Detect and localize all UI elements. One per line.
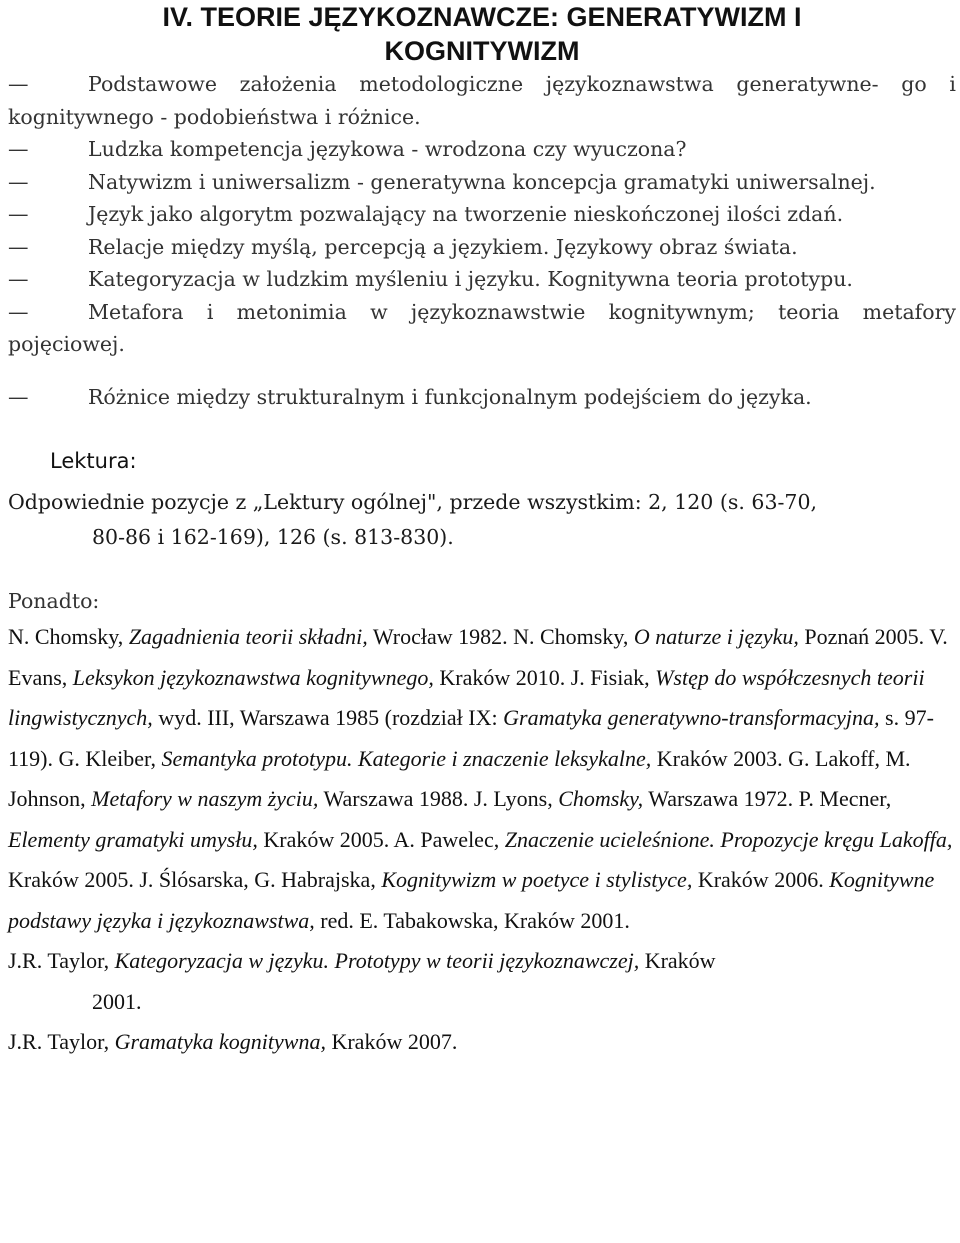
book-title: O naturze i języku,	[633, 624, 799, 649]
topic-item: — Ludzka kompetencja językowa - wrodzona czy wyuczona?	[8, 133, 956, 166]
book-title: Gramatyka generatywno-transformacyjna,	[503, 705, 880, 730]
lektura-text	[8, 485, 956, 555]
book-title: Elementy gramatyki umysłu,	[8, 826, 258, 852]
dash-marker: —	[8, 234, 29, 259]
lektura-line1: Odpowiednie pozycje z „Lektury ogólnej", przede wszystkim: 2, 120 (s. 63-70,	[8, 490, 818, 514]
ponadto-heading: Ponadto:	[8, 589, 100, 613]
document-page	[8, 0, 956, 1063]
lektura-line2: 80-86 i 162-169), 126 (s. 813-830).	[92, 525, 454, 549]
topic-item: — Metafora i metonimia w językoznawstwie kognitywnym; teoria metafory pojęciowej.	[8, 296, 956, 361]
section-title-line2: KOGNITYWIZM	[384, 36, 580, 66]
dash-marker: —	[8, 299, 29, 324]
book-title: Kognitywizm w poetyce i stylistyce,	[381, 867, 693, 892]
bibliography-paragraph: N. Chomsky, Zagadnienia teorii składni, Wrocław 1982. N. Chomsky, O naturze i języku, Poznań 2005. V. Evans, Leksykon językoznawstwa kognitywnego, Kraków 2010. J. Fisiak, Wstęp do współczesnych teorii lingwistycznych, wyd. III, Warszawa 1985 (rozdział IX: Gramatyka generatywno-transformacyjna, s. 97-119). G. Kleiber, Semantyka prototypu. Kategorie i znaczenie leksykalne, Kraków 2003. G. Lakoff, M. Johnson, Metafory w naszym życiu, Warszawa 1988. J. Lyons, Chomsky, Warszawa 1972. P. Mecner, Elementy gramatyki umysłu, Kraków 2005. A. Pawelec, Znaczenie ucieleśnione. Propozycje kręgu Lakoffa, Kraków 2005. J. Ślósarska, G. Habrajska, Kognitywizm w poetyce i stylistyce, Kraków 2006. Kognitywne podstawy języka i językoznawstwa, red. E. Tabakowska, Kraków 2001.	[8, 624, 953, 933]
section-title-line1: IV. TEORIE JĘZYKOZNAWCZE: GENERATYWIZM I	[162, 2, 802, 32]
book-title: Metafory w naszym życiu,	[91, 786, 319, 811]
topic-item: — Podstawowe założenia metodologiczne językoznawstwa generatywne- go i kognitywnego - podobieństwa i różnice.	[8, 68, 956, 133]
section-title	[8, 0, 956, 68]
book-title: Gramatyka kognitywna,	[114, 1029, 326, 1054]
bibliography-entry-taylor-2: J.R. Taylor, Gramatyka kognitywna, Kraków 2007.	[8, 1029, 458, 1054]
book-title: Wstęp do współczesnych teorii lingwistycznych,	[8, 664, 925, 730]
bibliography	[8, 617, 956, 1063]
book-title: Semantyka prototypu. Kategorie i znaczenie leksykalne,	[161, 745, 652, 771]
book-title: Kategoryzacja w języku. Prototypy w teorii językoznawczej,	[114, 948, 640, 973]
topic-item: — Różnice między strukturalnym i funkcjonalnym podejściem do języka.	[8, 381, 956, 414]
topic-item: — Kategoryzacja w ludzkim myśleniu i języku. Kognitywna teoria prototypu.	[8, 263, 956, 296]
dash-marker: —	[8, 169, 29, 194]
topic-list	[8, 68, 956, 413]
dash-marker: —	[8, 384, 29, 409]
dash-marker: —	[8, 267, 29, 291]
book-title: Kognitywne podstawy języka i językoznawstwa,	[8, 867, 935, 933]
book-title: Chomsky,	[558, 786, 644, 811]
lektura-heading: Lektura:	[50, 449, 137, 473]
topic-item: — Relacje między myślą, percepcją a językiem. Językowy obraz świata.	[8, 231, 956, 264]
topic-item: — Natywizm i uniwersalizm - generatywna koncepcja gramatyki uniwersalnej.	[8, 166, 956, 199]
book-title: Zagadnienia teorii składni,	[128, 624, 368, 649]
dash-marker: —	[8, 202, 29, 226]
topic-item: — Język jako algorytm pozwalający na tworzenie nieskończonej ilości zdań.	[8, 198, 956, 231]
book-title: Znaczenie ucieleśnione. Propozycje kręgu Lakoffa,	[504, 826, 953, 852]
dash-marker: —	[8, 137, 29, 161]
book-title: Leksykon językoznawstwa kognitywnego,	[72, 664, 434, 690]
dash-marker: —	[8, 72, 29, 96]
bibliography-entry-taylor-1: J.R. Taylor, Kategoryzacja w języku. Prototypy w teorii językoznawczej, Kraków 2001.	[8, 948, 716, 1014]
